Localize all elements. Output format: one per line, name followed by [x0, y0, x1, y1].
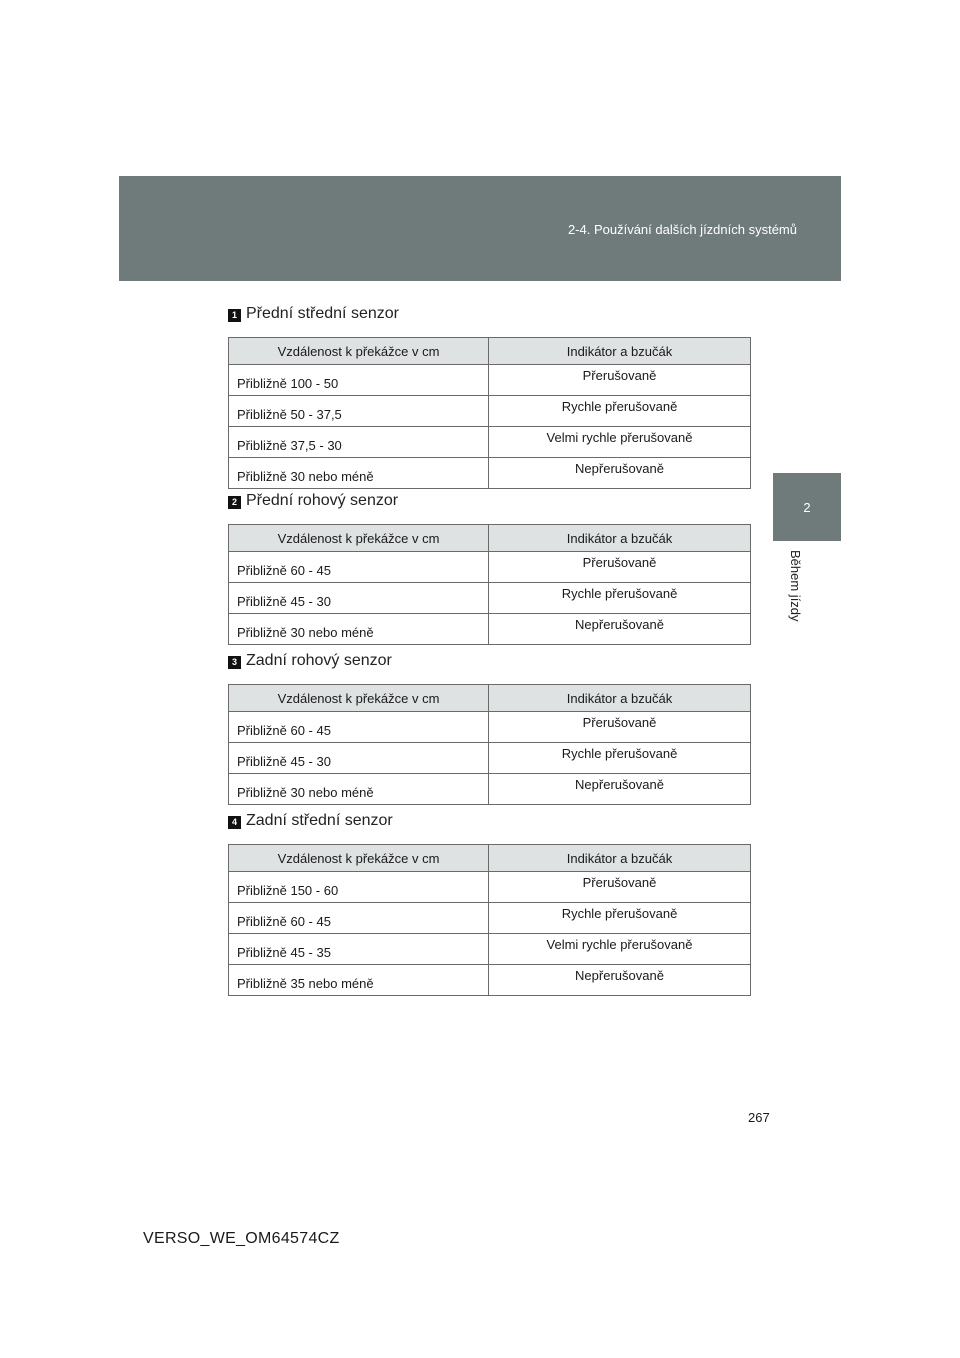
table-row [229, 614, 751, 645]
section-heading [228, 492, 750, 518]
header-band [119, 176, 841, 281]
header-indicator: Indikátor a bzučák [489, 525, 751, 552]
indicator-cell: Rychle přerušovaně [489, 743, 751, 774]
chapter-tab-label: Během jízdy [788, 550, 803, 622]
distance-cell: Přibližně 150 - 60 [229, 872, 489, 903]
distance-cell: Přibližně 30 nebo méně [229, 774, 489, 805]
table-header-row [229, 525, 751, 552]
chapter-title: 2-4. Používání dalších jízdních systémů [567, 222, 797, 237]
indicator-cell: Rychle přerušovaně [489, 396, 751, 427]
distance-cell: Přibližně 45 - 30 [229, 743, 489, 774]
indicator-cell: Přerušovaně [489, 712, 751, 743]
indicator-cell: Velmi rychle přerušovaně [489, 427, 751, 458]
sensor-table [228, 844, 751, 996]
header-distance: Vzdálenost k překážce v cm [229, 338, 489, 365]
indicator-cell: Rychle přerušovaně [489, 583, 751, 614]
section-marker: 3 [228, 656, 241, 669]
table-row [229, 934, 751, 965]
header-distance: Vzdálenost k překážce v cm [229, 525, 489, 552]
section-title: Zadní střední senzor [246, 812, 393, 829]
header-distance: Vzdálenost k překážce v cm [229, 685, 489, 712]
table-row [229, 552, 751, 583]
section-heading [228, 305, 750, 331]
distance-cell: Přibližně 45 - 35 [229, 934, 489, 965]
distance-cell: Přibližně 35 nebo méně [229, 965, 489, 996]
header-distance: Vzdálenost k překážce v cm [229, 845, 489, 872]
indicator-cell: Nepřerušovaně [489, 774, 751, 805]
section-rear-corner-sensor [228, 652, 750, 800]
indicator-cell: Rychle přerušovaně [489, 903, 751, 934]
table-row [229, 903, 751, 934]
table-row [229, 396, 751, 427]
chapter-tab [773, 473, 841, 541]
table-row [229, 583, 751, 614]
section-marker: 4 [228, 816, 241, 829]
chapter-tab-number: 2 [803, 500, 811, 515]
table-header-row [229, 338, 751, 365]
distance-cell: Přibližně 37,5 - 30 [229, 427, 489, 458]
table-header-row [229, 845, 751, 872]
table-row [229, 427, 751, 458]
distance-cell: Přibližně 30 nebo méně [229, 458, 489, 489]
section-marker: 2 [228, 496, 241, 509]
sensor-table [228, 524, 751, 645]
distance-cell: Přibližně 30 nebo méně [229, 614, 489, 645]
table-header-row [229, 685, 751, 712]
sensor-table [228, 337, 751, 489]
distance-cell: Přibližně 60 - 45 [229, 712, 489, 743]
indicator-cell: Nepřerušovaně [489, 458, 751, 489]
table-row [229, 774, 751, 805]
section-heading [228, 652, 750, 678]
distance-cell: Přibližně 50 - 37,5 [229, 396, 489, 427]
indicator-cell: Přerušovaně [489, 872, 751, 903]
section-title: Přední rohový senzor [246, 492, 399, 509]
section-title: Přední střední senzor [246, 305, 399, 322]
header-indicator: Indikátor a bzučák [489, 338, 751, 365]
table-row [229, 365, 751, 396]
distance-cell: Přibližně 100 - 50 [229, 365, 489, 396]
distance-cell: Přibližně 45 - 30 [229, 583, 489, 614]
table-row [229, 712, 751, 743]
table-row [229, 743, 751, 774]
indicator-cell: Nepřerušovaně [489, 965, 751, 996]
indicator-cell: Přerušovaně [489, 365, 751, 396]
indicator-cell: Přerušovaně [489, 552, 751, 583]
distance-cell: Přibližně 60 - 45 [229, 552, 489, 583]
distance-cell: Přibližně 60 - 45 [229, 903, 489, 934]
table-row [229, 965, 751, 996]
sensor-table [228, 684, 751, 805]
section-front-center-sensor [228, 305, 750, 484]
indicator-cell: Velmi rychle přerušovaně [489, 934, 751, 965]
page-number: 267 [748, 1110, 770, 1125]
header-indicator: Indikátor a bzučák [489, 845, 751, 872]
table-row [229, 458, 751, 489]
document-code: VERSO_WE_OM64574CZ [143, 1230, 340, 1247]
section-front-corner-sensor [228, 492, 750, 640]
section-marker: 1 [228, 309, 241, 322]
header-indicator: Indikátor a bzučák [489, 685, 751, 712]
table-row [229, 872, 751, 903]
section-rear-center-sensor [228, 812, 750, 991]
indicator-cell: Nepřerušovaně [489, 614, 751, 645]
section-heading [228, 812, 750, 838]
section-title: Zadní rohový senzor [246, 652, 392, 669]
